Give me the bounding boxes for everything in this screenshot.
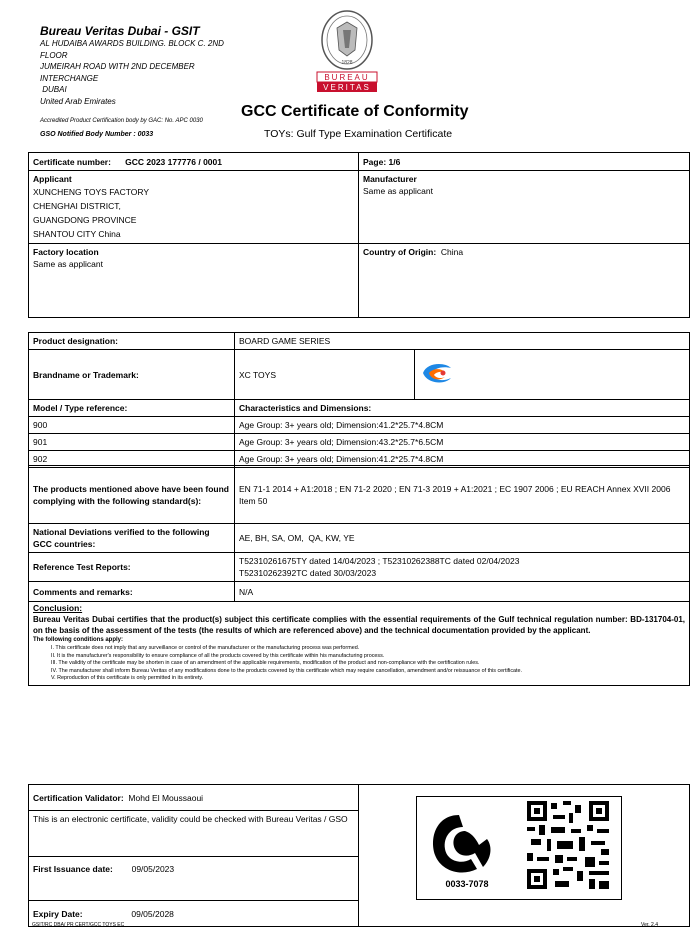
validator-cell [29,785,359,811]
logo-year: 1828 [341,60,353,66]
reports-value [235,553,690,582]
condition-item: V. Reproduction of this certificate is only permitted in its entirety. [51,675,204,682]
comments-value: N/A [235,582,690,602]
issuer-address [40,38,245,107]
certificate-number: GCC 2023 177776 / 0001 [125,156,222,167]
address-line: DUBAI [40,85,67,94]
model-desc: Age Group: 3+ years old; Dimension:41.2*25.7*4.8CM [235,417,690,434]
expiry-label: Expiry Date: [33,908,83,919]
characteristics-label: Characteristics and Dimensions: [235,400,690,417]
condition-item: I. This certificate does not imply that any surveillance or control of the manufacturer or the manufacturing process was performed. [51,645,360,651]
page-subtitle: TOYs: Gulf Type Examination Certificate [264,128,453,140]
model-desc: Age Group: 3+ years old; Dimension:41.2*25.7*4.8CM [235,451,690,468]
logo-bottom-text: VERITAS [323,83,371,92]
factory-cell [29,244,359,318]
conditions-list [33,645,685,683]
expiry-value: 09/05/2028 [131,908,174,919]
address-line: AL HUDAIBA AWARDS BUILDING. BLOCK C. 2ND FLOOR [40,39,224,60]
model-ref: 902 [29,451,235,468]
address-line: United Arab Emirates [40,96,116,106]
footer-reference: GSIT/RC DBA/ PR CERT/GCC TOYS EC [32,922,125,928]
validator-value: Mohd El Moussaoui [128,792,204,803]
comments-label: Comments and remarks: [29,582,235,602]
conditions-label: The following conditions apply: [33,636,123,643]
condition-item: III. The validity of the certificate may be shorten in case of an amendment of the applicable requirements, modification of the product and non-compliance with the certification rules. [51,660,480,667]
product-table [28,332,690,468]
deviations-label: National Deviations verified to the following GCC countries: [29,524,235,553]
conclusion-text: Bureau Veritas Dubai certifies that the product(s) subject this certificate complies with the essential requirements of the Gulf technical regulation number: BD-131704-01, on the basis of the assessment of the tests (the results of which are referenced above) and the technical documentation provided by the applicant. [33,614,685,635]
certificate-number-cell [29,153,359,171]
brand-value: XC TOYS [235,350,415,400]
brand-label: Brandname or Trademark: [29,350,235,400]
bureau-veritas-logo [313,10,381,94]
model-label: Model / Type reference: [29,400,235,417]
designation-value: BOARD GAME SERIES [235,333,690,350]
verification-stamp [416,796,622,900]
issuance-value: 09/05/2023 [131,864,175,874]
reports-label: Reference Test Reports: [29,553,235,582]
page-number: Page: 1/6 [359,153,690,171]
manufacturer-cell [359,171,690,244]
certificate-number-label: Certificate number: [33,156,111,167]
deviations-value: AE, BH, SA, OM, QA, KW, YE [235,524,690,553]
condition-item: IV. The manufacturer shall inform Bureau Veritas of any modifications done to the products covered by this certificate which may require cancellation, amendment and/or reissuance of this certificate. [51,667,523,674]
origin-cell [359,244,690,318]
factory-value: Same as applicant [33,259,103,269]
qr-code-icon [527,801,609,889]
conclusion-label: Conclusion: [33,603,83,613]
standards-label: The products mentioned above have been found complying with the following standard(s): [29,466,235,524]
issuance-cell [29,857,359,901]
conclusion-cell [29,602,690,686]
issuer-name: Bureau Veritas Dubai - GSIT [40,24,200,38]
model-desc: Age Group: 3+ years old; Dimension:43.2*25.7*6.5CM [235,434,690,451]
applicant-line: GUANGDONG PROVINCE [33,215,137,225]
manufacturer-label: Manufacturer [363,174,417,184]
electronic-note: This is an electronic certificate, validity could be checked with Bureau Veritas / GSO [29,811,359,857]
applicant-cell [29,171,359,244]
factory-label: Factory location [33,247,99,257]
condition-item: II. It is the manufacturer's responsibility to ensure compliance of all the products covered by this certificate within his manufacturing process. [51,652,385,659]
footer-version: Ver. 2.4 [641,922,658,928]
brand-logo-icon [419,378,455,388]
applicant-line: CHENGHAI DISTRICT, [33,201,121,211]
standards-value: EN 71-1 2014 + A1:2018 ; EN 71-2 2020 ; EN 71-3 2019 + A1:2021 ; EC 1907 2006 ; EU REACH Annex XVII 2006 Item 50 [235,466,690,524]
report-line: T52310261675TY dated 14/04/2023 ; T52310262388TC dated 02/04/2023 [239,556,520,566]
model-ref: 901 [29,434,235,451]
applicant-line: XUNCHENG TOYS FACTORY [33,187,150,197]
certificate-info-table [28,152,690,318]
designation-label: Product designation: [29,333,235,350]
validator-label: Certification Validator: [33,792,124,803]
gso-body-number: GSO Notified Body Number : 0033 [40,131,154,138]
applicant-line: SHANTOU CITY China [33,229,121,239]
applicant-label: Applicant [33,174,72,184]
issuance-label: First Issuance date: [33,864,113,874]
page-title: GCC Certificate of Conformity [241,103,469,120]
origin-label: Country of Origin: [363,247,437,257]
origin-value: China [440,247,464,257]
stamp-code: 0033-7078 [445,879,489,889]
report-line: T52310262392TC dated 30/03/2023 [239,568,377,578]
brand-logo-cell [415,350,690,400]
address-line: JUMEIRAH ROAD WITH 2ND DECEMBER INTERCHANGE [40,62,195,83]
accreditation: Accredited Product Certification body by GAC: No. APC 0030 [40,118,203,124]
compliance-table [28,465,690,686]
model-ref: 900 [29,417,235,434]
logo-top-text: BUREAU [324,73,370,82]
manufacturer-value: Same as applicant [363,186,433,196]
